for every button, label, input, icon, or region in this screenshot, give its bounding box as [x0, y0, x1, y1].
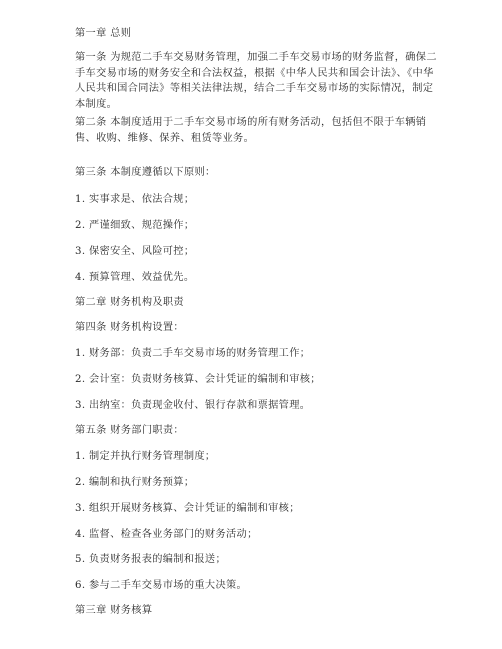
article-4-item-1: 1. 财务部：负责二手车交易市场的财务管理工作；	[75, 348, 311, 359]
article-3-heading: 第三条 本制度遵循以下原则：	[75, 167, 216, 178]
article-4-heading: 第四条 财务机构设置：	[75, 322, 184, 333]
chapter-1-heading: 第一章 总则	[75, 28, 132, 39]
article-5-item-1: 1. 制定并执行财务管理制度；	[75, 451, 216, 462]
article-3-item-4: 4. 预算管理、效益优先。	[75, 272, 195, 283]
chapter-3-heading: 第三章 财务核算	[75, 605, 153, 616]
article-4-item-2: 2. 会计室：负责财务核算、会计凭证的编制和审核；	[75, 374, 321, 385]
article-5-item-4: 4. 监督、检查各业务部门的财务活动；	[75, 529, 258, 540]
article-4-item-3: 3. 出纳室：负责现金收付、银行存款和票据管理。	[75, 400, 311, 411]
article-2-paragraph: 第二条 本制度适用于二手车交易市场的所有财务活动，包括但不限于车辆销售、收购、维修、保养、租赁等业务。	[75, 117, 427, 144]
article-5-item-5: 5. 负责财务报表的编制和报送；	[75, 554, 226, 565]
article-5-item-2: 2. 编制和执行财务预算；	[75, 477, 195, 488]
chapter-2-heading: 第二章 财务机构及职责	[75, 297, 184, 308]
article-3-item-1: 1. 实事求是、依法合规；	[75, 194, 195, 205]
article-5-item-3: 3. 组织开展财务核算、会计凭证的编制和审核；	[75, 503, 300, 514]
article-1-paragraph: 第一条 为规范二手车交易财务管理，加强二手车交易市场的财务监督，确保二手车交易市场的财务安全和合法权益，根据《中华人民共和国会计法》、《中华人民共和国合同法》等相关法律法规，结合二手车交易市场的实际情况，制定本制度。	[75, 52, 437, 110]
article-5-item-6: 6. 参与二手车交易市场的重大决策。	[75, 580, 248, 591]
article-3-item-2: 2. 严谨细致、规范操作；	[75, 220, 195, 231]
article-5-heading: 第五条 财务部门职责：	[75, 425, 184, 436]
article-3-item-3: 3. 保密安全、风险可控；	[75, 246, 195, 257]
